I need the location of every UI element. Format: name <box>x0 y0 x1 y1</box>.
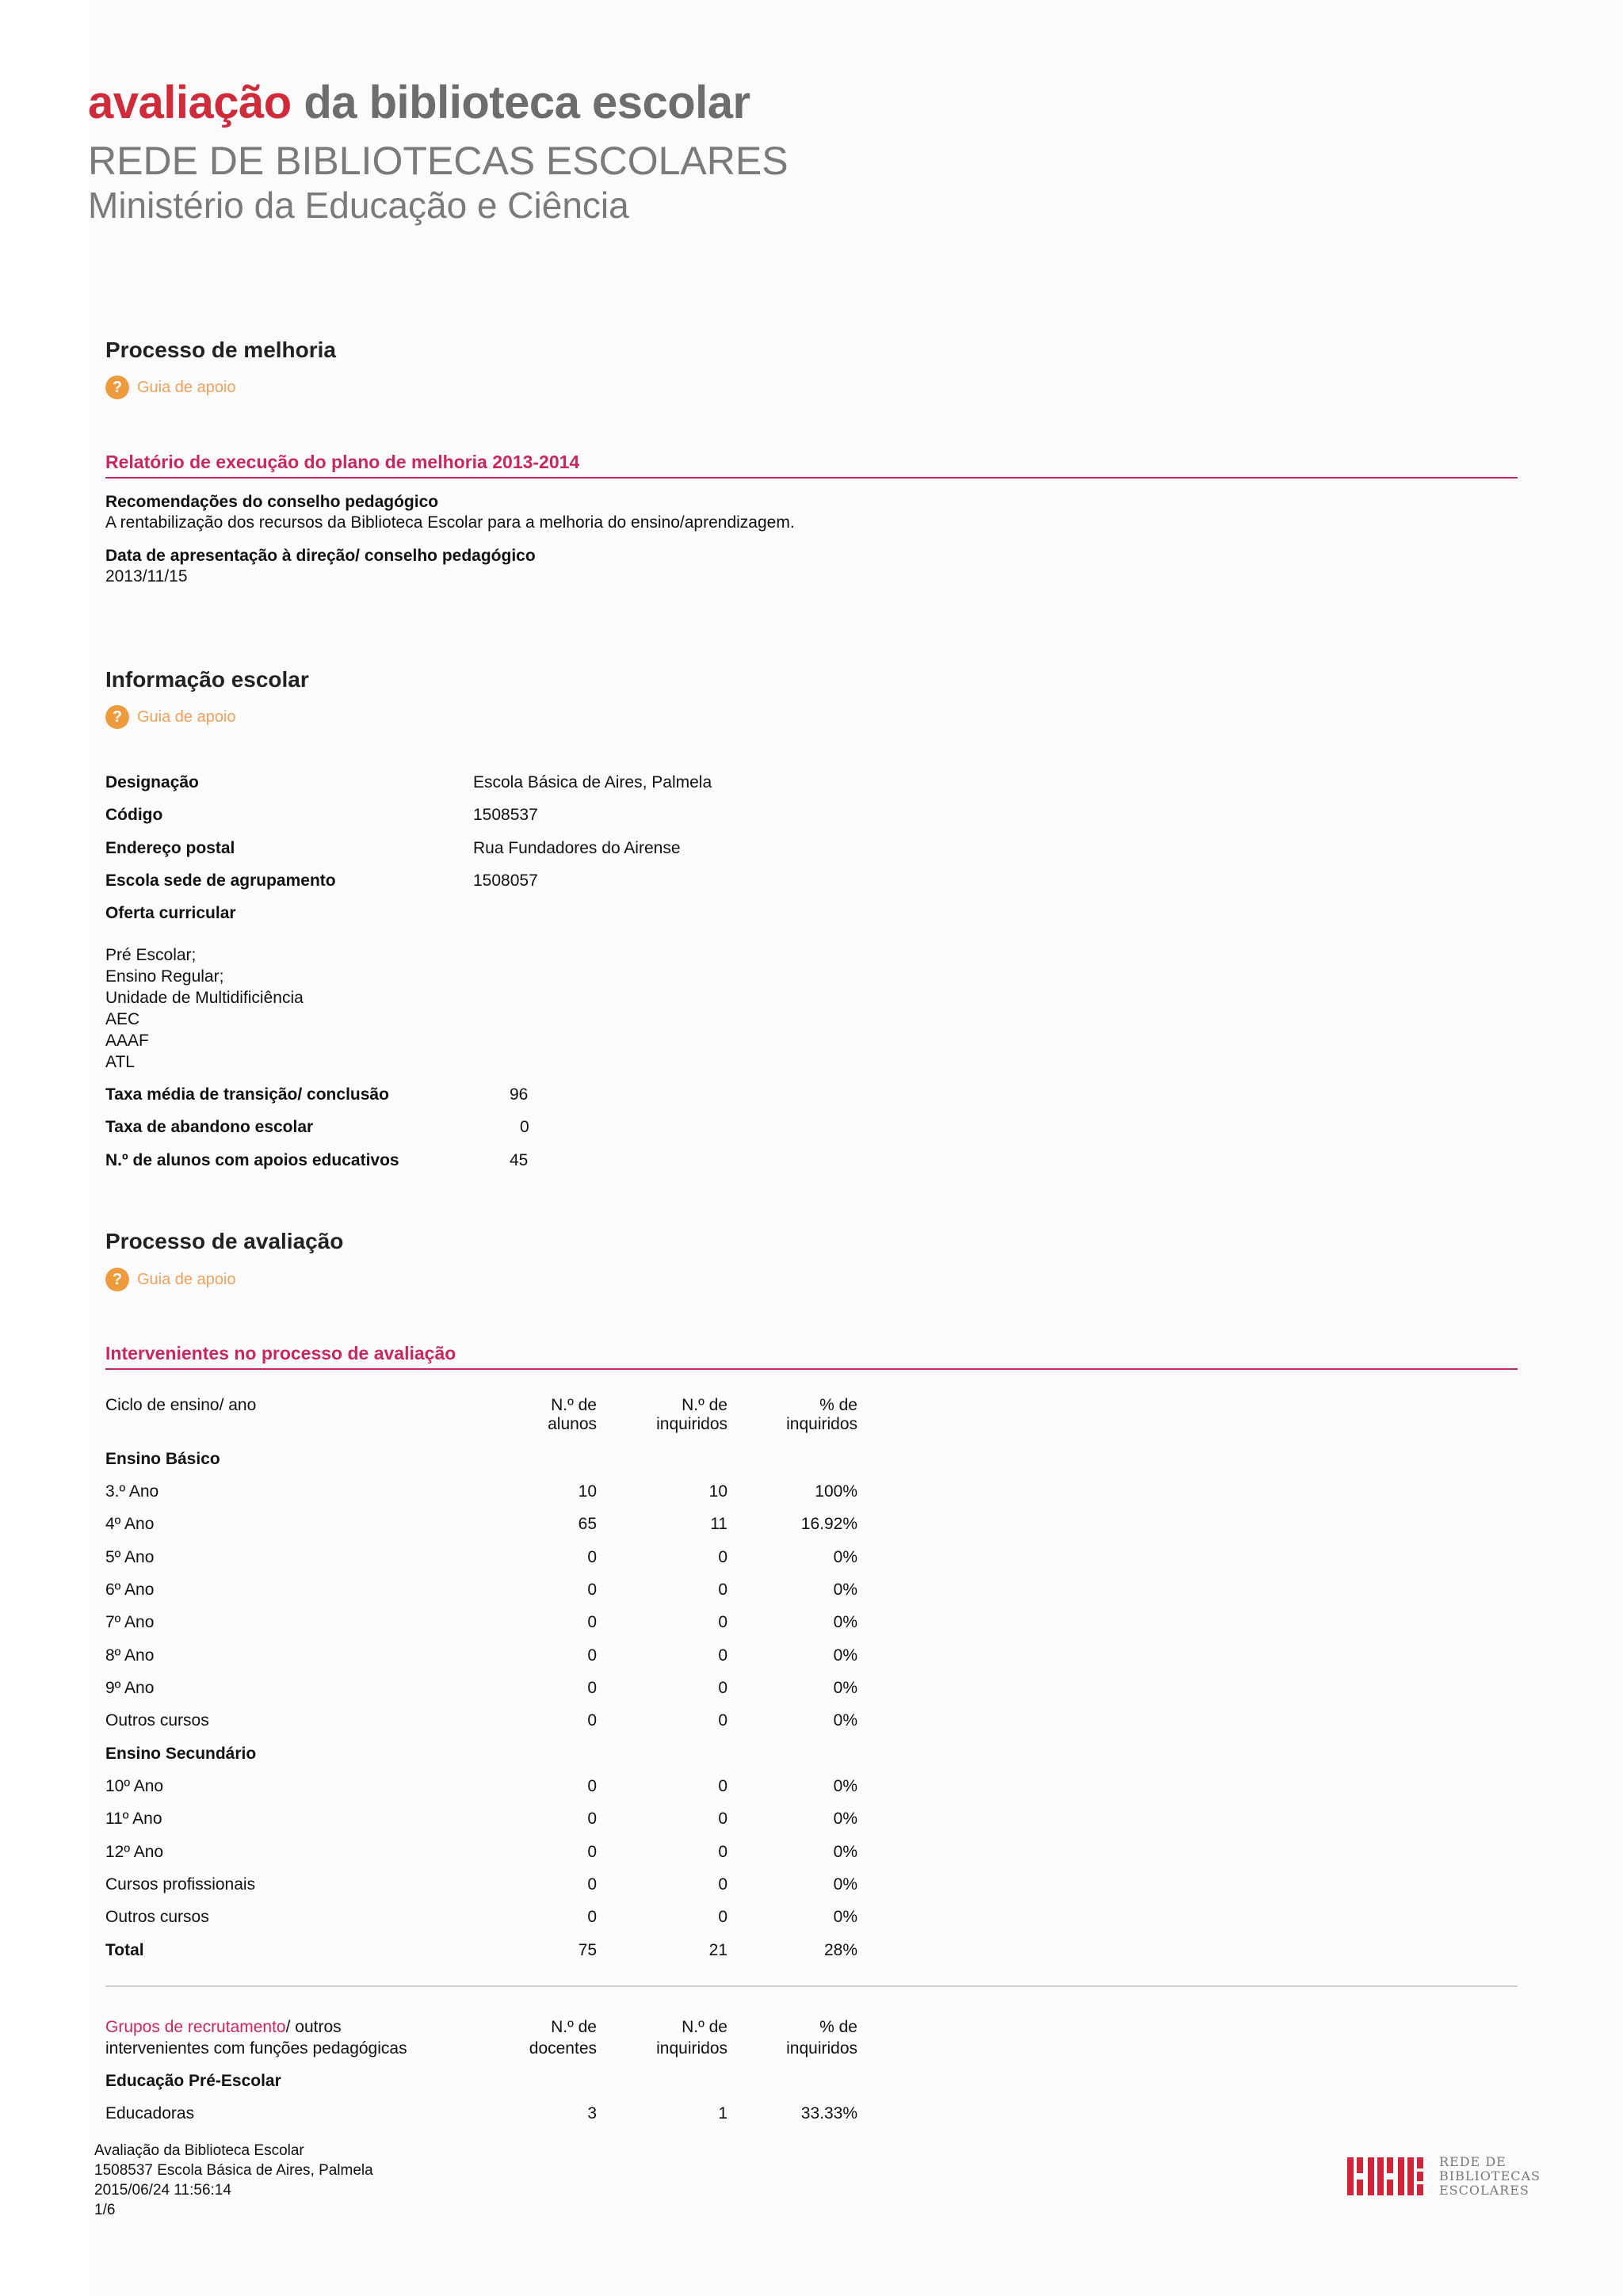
rbe-logo-icon <box>1347 2156 1430 2197</box>
row-percent: 33.33% <box>800 2104 857 2122</box>
row-label: 9º Ano <box>105 1678 155 1697</box>
col-header-students: N.º de alunos <box>548 1396 597 1433</box>
address-value: Rua Fundadores do Airense <box>473 839 681 857</box>
row-inquired: 10 <box>708 1482 727 1501</box>
row-percent: 0% <box>833 1678 857 1697</box>
row-label: 12º Ano <box>105 1842 164 1861</box>
footer-line: 2015/06/24 11:56:14 <box>94 2182 231 2199</box>
row-count: 0 <box>587 1613 597 1632</box>
row-inquired: 0 <box>718 1613 727 1632</box>
curriculum-item: Unidade de Multidificiência <box>105 989 304 1007</box>
help-icon: ? <box>105 1268 129 1291</box>
col-header-inquired: N.º de inquiridos <box>656 2018 727 2058</box>
row-count: 0 <box>587 1711 597 1730</box>
header-ministry: Ministério da Educação e Ciência <box>88 185 629 226</box>
help-icon: ? <box>105 376 129 399</box>
col-header-cycle: Ciclo de ensino/ ano <box>105 1396 257 1414</box>
address-label: Endereço postal <box>105 839 235 857</box>
group-preschool: Educação Pré-Escolar <box>105 2072 281 2090</box>
row-inquired: 11 <box>710 1515 727 1534</box>
row-inquired: 0 <box>718 1547 727 1566</box>
row-count: 0 <box>587 1580 597 1599</box>
guide-label: Guia de apoio <box>137 1270 236 1288</box>
header-title <box>88 76 750 129</box>
header-network: REDE DE BIBLIOTECAS ESCOLARES <box>88 139 789 183</box>
curriculum-item: AAAF <box>105 1032 149 1050</box>
transition-rate-label: Taxa média de transição/ conclusão <box>105 1085 389 1104</box>
row-percent: 0% <box>833 1646 857 1665</box>
row-label: 8º Ano <box>105 1646 155 1665</box>
dropout-rate-label: Taxa de abandono escolar <box>105 1118 314 1136</box>
table-divider <box>105 1985 1518 1987</box>
group-secondary: Ensino Secundário <box>105 1745 257 1763</box>
row-inquired: 0 <box>718 1678 727 1697</box>
row-inquired: 0 <box>718 1711 727 1730</box>
footer-page-number: 1/6 <box>94 2202 116 2218</box>
row-inquired: 0 <box>718 1646 727 1665</box>
group-basic: Ensino Básico <box>105 1450 220 1468</box>
row-label: Outros cursos <box>105 1908 209 1927</box>
curriculum-item: AEC <box>105 1010 140 1028</box>
guide-label: Guia de apoio <box>137 707 236 726</box>
guide-link-evaluation[interactable] <box>105 1268 236 1291</box>
section-divider <box>105 477 1518 479</box>
footer-line: Avaliação da Biblioteca Escolar <box>94 2142 304 2159</box>
row-count: 0 <box>587 1678 597 1697</box>
row-count: 0 <box>587 1875 597 1894</box>
row-label: Educadoras <box>105 2104 195 2122</box>
designation-value: Escola Básica de Aires, Palmela <box>473 773 712 791</box>
guide-label: Guia de apoio <box>137 378 236 396</box>
footer-info <box>94 2141 373 2220</box>
row-inquired: 0 <box>718 1580 727 1599</box>
section-title-improvement: Processo de melhoria <box>105 338 337 362</box>
col-header-teachers: N.º de docentes <box>529 2018 597 2058</box>
row-count: 0 <box>587 1810 597 1829</box>
row-label: 11º Ano <box>105 1810 162 1829</box>
rbe-logo <box>1347 2155 1541 2198</box>
total-label: Total <box>105 1941 144 1959</box>
row-percent: 0% <box>833 1842 857 1861</box>
dropout-rate-value: 0 <box>520 1118 529 1136</box>
transition-rate-value: 96 <box>510 1085 529 1104</box>
total-inquired: 21 <box>708 1941 727 1959</box>
row-percent: 0% <box>833 1810 857 1829</box>
col-header-inquired: N.º de inquiridos <box>656 1396 727 1433</box>
row-inquired: 1 <box>718 2104 727 2122</box>
recruitment-groups-link[interactable]: Grupos de recrutamento <box>105 2018 286 2036</box>
guide-link-improvement[interactable] <box>105 376 236 399</box>
col-header-percent: % de inquiridos <box>786 2018 857 2058</box>
presentation-date-value: 2013/11/15 <box>105 567 188 585</box>
row-inquired: 0 <box>718 1908 727 1927</box>
code-value: 1508537 <box>473 806 538 824</box>
header-title-grey: da biblioteca escolar <box>304 77 750 128</box>
hq-school-value: 1508057 <box>473 871 538 890</box>
row-count: 0 <box>587 1777 597 1795</box>
recommendations-label: Recomendações do conselho pedagógico <box>105 493 439 511</box>
row-label: 6º Ano <box>105 1580 155 1599</box>
recommendations-value: A rentabilização dos recursos da Biblioteca Escolar para a melhoria do ensino/aprendizagem. <box>105 513 795 532</box>
code-label: Código <box>105 806 163 824</box>
curriculum-item: Ensino Regular; <box>105 967 224 986</box>
section-title-evaluation: Processo de avaliação <box>105 1229 344 1253</box>
curriculum-item: ATL <box>105 1053 135 1071</box>
row-percent: 100% <box>815 1482 857 1501</box>
rbe-logo-text: REDE DE BIBLIOTECAS ESCOLARES <box>1439 2154 1541 2198</box>
total-students: 75 <box>578 1941 597 1959</box>
row-percent: 0% <box>833 1908 857 1927</box>
row-percent: 0% <box>833 1580 857 1599</box>
row-label: Cursos profissionais <box>105 1875 256 1894</box>
report-title: Relatório de execução do plano de melhoria 2013-2014 <box>105 452 580 472</box>
row-percent: 16.92% <box>800 1515 857 1534</box>
col-header-groups: Grupos de recrutamento/ outros intervenientes com funções pedagógicas <box>105 2018 407 2058</box>
row-percent: 0% <box>833 1711 857 1730</box>
row-count: 0 <box>587 1646 597 1665</box>
row-count: 0 <box>587 1842 597 1861</box>
header-title-red: avaliação <box>88 77 292 128</box>
row-label: 7º Ano <box>105 1613 155 1632</box>
row-label: 5º Ano <box>105 1547 155 1566</box>
curriculum-item: Pré Escolar; <box>105 946 197 964</box>
row-label: 3.º Ano <box>105 1482 159 1501</box>
footer-line: 1508537 Escola Básica de Aires, Palmela <box>94 2162 373 2179</box>
row-inquired: 0 <box>718 1875 727 1894</box>
guide-link-school[interactable] <box>105 705 236 729</box>
row-label: 4º Ano <box>105 1515 155 1534</box>
row-percent: 0% <box>833 1777 857 1795</box>
row-percent: 0% <box>833 1613 857 1632</box>
row-count: 3 <box>587 2104 597 2122</box>
curriculum-label: Oferta curricular <box>105 904 236 922</box>
row-count: 0 <box>587 1547 597 1566</box>
section-title-school: Informação escolar <box>105 667 309 692</box>
participants-title: Intervenientes no processo de avaliação <box>105 1343 456 1363</box>
support-students-label: N.º de alunos com apoios educativos <box>105 1151 399 1169</box>
row-inquired: 0 <box>718 1777 727 1795</box>
hq-school-label: Escola sede de agrupamento <box>105 871 336 890</box>
support-students-value: 45 <box>510 1151 529 1169</box>
total-percent: 28% <box>823 1941 857 1959</box>
row-inquired: 0 <box>718 1842 727 1861</box>
row-percent: 0% <box>833 1547 857 1566</box>
help-icon: ? <box>105 705 129 729</box>
presentation-date-label: Data de apresentação à direção/ conselho pedagógico <box>105 547 536 565</box>
row-label: 10º Ano <box>105 1777 164 1795</box>
designation-label: Designação <box>105 773 199 791</box>
row-label: Outros cursos <box>105 1711 209 1730</box>
row-count: 65 <box>578 1515 597 1534</box>
section-divider <box>105 1368 1518 1370</box>
row-count: 0 <box>587 1908 597 1927</box>
col-header-percent: % de inquiridos <box>786 1396 857 1433</box>
row-inquired: 0 <box>718 1810 727 1829</box>
row-percent: 0% <box>833 1875 857 1894</box>
row-count: 10 <box>578 1482 597 1501</box>
